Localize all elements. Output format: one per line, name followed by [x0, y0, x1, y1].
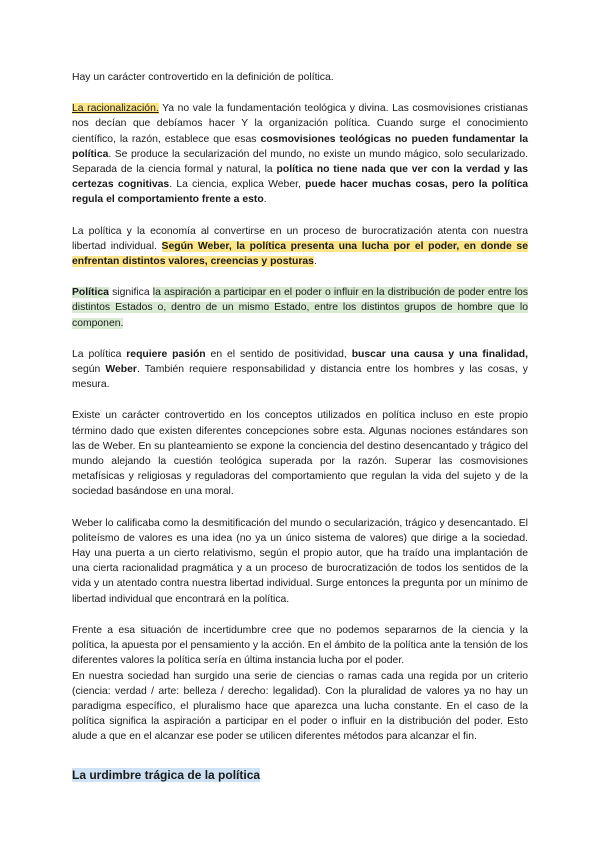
paragraph-existe: Existe un carácter controvertido en los conceptos utilizados en política incluso en este propio término dado que existen diferentes concepciones sobre esta. Algunas nociones estándares son las de Weber. En su planteamiento se expone la conciencia del destino desencantado y trágico del mundo alejando la cuestión teológica superada por la razón. Superar las cosmovisiones metafísicas y religiosas y reguladoras del comportamiento que regulan la vida del sujeto y de la sociedad basándose en una moral. [72, 410, 528, 498]
highlight-weber-lucha: Según Weber, la política presenta una lucha por el poder, en donde se enfrentan distintos valores, creencias y posturas [72, 240, 528, 268]
paragraph-burocratizacion: La política y la economía al convertirse en un proceso de burocratización atenta con nuestra libertad individual. Según Weber, la política presenta una lucha por el poder, en donde se enfrentan distintos valores, creencias y posturas. [72, 225, 528, 268]
paragraph-intro: Hay un carácter controvertido en la definición de política. [72, 72, 334, 83]
highlight-aspiracion: la aspiración a participar en el poder o influir en la distribución de poder entre los distintos Estados o, dentro de un mismo Estado, entre los distintos grupos de hombre que lo componen. [72, 287, 528, 329]
paragraph-politica-definicion: Política significa la aspiración a participar en el poder o influir en la distribución de poder entre los distintos Estados o, dentro de un mismo Estado, entre los distintos grupos de hombre que lo componen. [72, 287, 528, 329]
paragraph-racionalizacion: La racionalización. Ya no vale la fundamentación teológica y divina. Las cosmovisiones cristianas nos decían que debíamos hacer Y la organización política. Cuando surge el conocimiento científico, la razón, establece que esas cosmovisiones teológicas no pueden fundamentar la política. Se produce la secularización del mundo, no existe un mundo mágico, solo secularizado. Separada de la ciencia formal y natural, la política no tiene nada que ver con la verdad y las certezas cognitivas. La ciencia, explica Weber, puede hacer muchas cosas, pero la política regula el comportamiento frente a esto. [72, 103, 528, 206]
highlight-politica: Política [72, 287, 109, 299]
highlight-racionalizacion: La racionalización. [72, 103, 159, 115]
section-heading: La urdimbre trágica de la política [72, 767, 261, 782]
paragraph-frente: Frente a esa situación de incertidumbre cree que no podemos separarnos de la ciencia y la política, la apuesta por el pensamiento y la acción. En el ámbito de la política ante la tensión de los diferentes valores la política sería en última instancia lucha por el poder. [72, 624, 528, 667]
paragraph-sociedad: En nuestra sociedad han surgido una serie de ciencias o ramas cada una regida por un criterio (ciencia: verdad / arte: belleza / derecho: legalidad). Con la pluralidad de valores ya no hay un paradigma específico, el pluralismo hace que aparezca una lucha constante. En el caso de la política significa la aspiración a participar en el poder o influir en la distribución del poder. Esto alude a que en el alcanzar ese poder se utilicen diferentes métodos para alcanzar el fin. [72, 670, 528, 743]
paragraph-weber: Weber lo calificaba como la desmitificación del mundo o secularización, trágico y desencantado. El politeísmo de valores es una idea (no ya un único sistema de valores) que dirige a la sociedad. Hay una puerta a un cierto relativismo, según el propio autor, que ha traído una implantación de una cierta racionalidad pragmática y a un proceso de burocratización de todos los sentidos de la vida y un atentado contra nuestra libertad individual. Surge entonces la pregunta por un mínimo de libertad individual que encontrará en la política. [72, 517, 528, 605]
paragraph-pasion: La política requiere pasión en el sentido de positividad, buscar una causa y una finalidad, según Weber. También requiere responsabilidad y distancia entre los hombres y las cosas, y mesura. [72, 348, 528, 391]
